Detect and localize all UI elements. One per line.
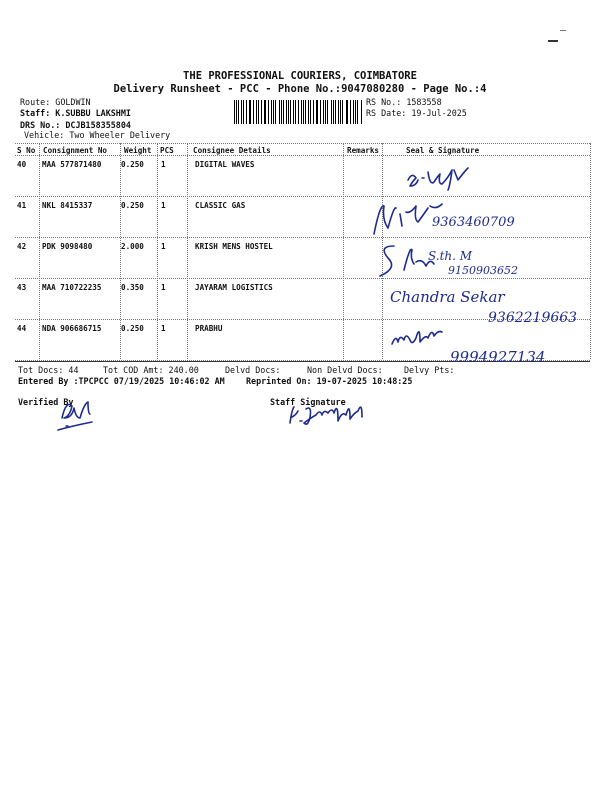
barcode-bar <box>325 100 326 124</box>
row-consignment-no: MAA 710722235 <box>42 283 102 292</box>
barcode-bar <box>279 100 280 124</box>
row-weight: 0.250 <box>121 201 144 210</box>
entered-by: Entered By :TPCPCC 07/19/2025 10:46:02 AM <box>18 376 225 386</box>
row-weight: 2.000 <box>121 242 144 251</box>
barcode-bar <box>246 100 247 124</box>
col-header-signature: Seal & Signature <box>406 146 480 155</box>
row-pcs: 1 <box>161 160 166 169</box>
row-consignment-no: PDK 9098480 <box>42 242 93 251</box>
verified-by-label: Verified By <box>18 397 74 407</box>
col-header-sno: S No <box>17 146 36 155</box>
col-header-consignment: Consignment No <box>43 146 108 155</box>
barcode-bar <box>310 100 311 124</box>
table-header-border <box>15 155 590 156</box>
row-sno: 41 <box>17 201 27 210</box>
runsheet-title: Delivery Runsheet - PCC - Phone No.:9047080280 - Page No.:4 <box>113 83 487 95</box>
company-title: THE PROFESSIONAL COURIERS, COIMBATORE <box>183 70 417 82</box>
col-divider <box>157 143 158 359</box>
row-consignee: JAYARAM LOGISTICS <box>195 283 273 292</box>
reprinted-on: Reprinted On: 19-07-2025 10:48:25 <box>246 376 413 386</box>
corner-mark <box>548 40 558 42</box>
barcode-bar <box>346 100 347 124</box>
handwritten-phone-row43: 9362219663 <box>488 310 578 326</box>
handwritten-name-row43: Chandra Sekar <box>390 288 505 306</box>
row-weight: 0.250 <box>121 324 144 333</box>
barcode-bar <box>275 100 276 124</box>
non-delivered-docs: Non Delvd Docs: <box>307 365 383 375</box>
barcode-bar <box>234 100 235 124</box>
row-sno: 40 <box>17 160 27 169</box>
col-header-remarks: Remarks <box>347 146 380 155</box>
col-divider <box>343 143 344 359</box>
col-header-weight: Weight <box>124 146 152 155</box>
row-sno: 44 <box>17 324 27 333</box>
barcode-bar <box>253 100 254 124</box>
total-docs: Tot Docs: 44 <box>18 365 79 375</box>
row-sno: 42 <box>17 242 27 251</box>
handwritten-name-row42: S.th. M <box>428 249 473 263</box>
row-consignee: CLASSIC GAS <box>195 201 246 210</box>
barcode-bar <box>293 100 294 124</box>
row-pcs: 1 <box>161 242 166 251</box>
staff-signature-image <box>286 395 386 429</box>
signature-row42 <box>376 240 556 285</box>
row-consignment-no: NKL 8415337 <box>42 201 93 210</box>
barcode-bar <box>331 100 332 124</box>
staff-signature-label: Staff Signature <box>270 397 346 407</box>
signature-row43 <box>388 284 598 329</box>
vehicle: Vehicle: Two Wheeler Delivery <box>24 130 171 140</box>
col-header-pcs: PCS <box>160 146 174 155</box>
row-pcs: 1 <box>161 201 166 210</box>
corner-mark <box>560 30 566 31</box>
barcode-bar <box>286 100 287 124</box>
handwritten-phone-row41: 9363460709 <box>432 215 515 230</box>
row-consignee: PRABHU <box>195 324 223 333</box>
barcode-bar <box>265 100 266 124</box>
col-header-consignee: Consignee Details <box>193 146 271 155</box>
route: Route: GOLDWIN <box>20 97 91 107</box>
row-weight: 0.250 <box>121 160 144 169</box>
row-pcs: 1 <box>161 324 166 333</box>
handwritten-phone-row42: 9150903652 <box>448 264 518 277</box>
barcode-bar <box>258 100 259 124</box>
row-consignment-no: MAA 577871480 <box>42 160 102 169</box>
barcode-bar <box>338 100 339 124</box>
col-divider <box>39 143 40 359</box>
signature-row41 <box>370 194 530 244</box>
row-consignee: KRISH MENS HOSTEL <box>195 242 273 251</box>
table-top-border <box>15 143 590 144</box>
row-sno: 43 <box>17 283 27 292</box>
barcode-bar <box>350 100 351 124</box>
handwritten-phone-row44: 9994927134 <box>450 348 546 366</box>
signature-row44 <box>388 328 598 368</box>
signature-row40 <box>400 162 480 192</box>
row-consignment-no: NDA 906686715 <box>42 324 102 333</box>
total-cod-amount: Tot COD Amt: 240.00 <box>103 365 199 375</box>
row-pcs: 1 <box>161 283 166 292</box>
barcode-bar <box>308 100 309 124</box>
rs-number: RS No.: 1583558 <box>366 97 442 107</box>
verified-by-signature <box>54 396 114 436</box>
row-weight: 0.350 <box>121 283 144 292</box>
barcode <box>234 100 362 124</box>
drs-number: DRS No.: DCJB158355804 <box>20 120 131 130</box>
barcode-bar <box>317 100 318 124</box>
col-divider <box>187 143 188 359</box>
rs-date: RS Date: 19-Jul-2025 <box>366 108 467 118</box>
barcode-bar <box>357 100 358 124</box>
barcode-bar <box>241 100 242 124</box>
row-consignee: DIGITAL WAVES <box>195 160 255 169</box>
barcode-bar <box>298 100 299 124</box>
delivered-docs: Delvd Docs: <box>225 365 281 375</box>
delivery-points: Delvy Pts: <box>404 365 455 375</box>
staff: Staff: K.SUBBU LAKSHMI <box>20 108 131 118</box>
